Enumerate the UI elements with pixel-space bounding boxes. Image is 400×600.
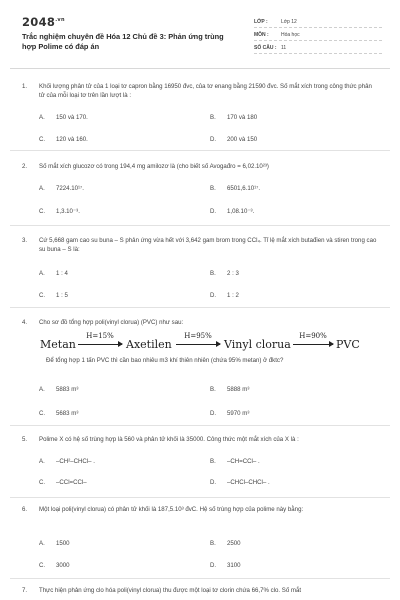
question-divider	[10, 150, 390, 151]
question-text: Khối lượng phân tử của 1 loại tơ capron bằng 16950 đvc, của tơ enang bằng 21590 đvc. Số mắt xích trong công thức phân tử của mỗi loại tơ trên lần lượt là :	[39, 83, 372, 99]
synthesis-scheme	[40, 328, 360, 358]
question-text: Thực hiện phản ứng clo hóa poli(vinyl clorua) thu được một loại tơ clorin chứa 66,7% clo. Số mắt	[39, 587, 302, 594]
page-title: Trắc nghiệm chuyên đề Hóa 12 Chủ đề 3: Phản ứng trùng hợp Polime có đáp án	[22, 32, 224, 51]
question-text: Polime X có hệ số trùng hợp là 560 và phân tử khối là 35000. Công thức một mắt xích của X là :	[39, 436, 299, 443]
meta-question-count: SỐ CÂU : 11	[254, 41, 382, 54]
header-divider	[10, 68, 390, 69]
chain-node-pvc: PVC	[336, 338, 360, 351]
chain-arrow-3: H=90%	[293, 332, 333, 346]
question-text: Số mắt xích glucozơ có trong 194,4 mg amilozơ là (cho biết số Avogađro = 6,02.10²³)	[39, 163, 269, 170]
question-divider	[10, 578, 390, 579]
chain-node-vinyl-clorua: Vinyl clorua	[224, 338, 291, 351]
question-text: Cứ 5,668 gam cao su buna – S phản ứng vừa hết với 3,642 gam brom trong CCl₄. Tỉ lệ mắt xích butađien và stiren trong cao su buna – S là:	[39, 237, 377, 253]
site-logo[interactable]: $2048^{.vn}$	[22, 15, 65, 29]
chain-arrow-1: H=15%	[78, 332, 122, 346]
question-7: 7. Thực hiện phản ứng clo hóa poli(vinyl clorua) thu được một loại tơ clorin chứa 66,7% clo. Số mắt	[22, 586, 378, 600]
question-divider	[10, 307, 390, 308]
question-4-note: Để tổng hợp 1 tấn PVC thì cần bao nhiêu m3 khí thiên nhiên (chứa 95% metan) ở đktc?	[46, 357, 284, 364]
chain-node-axetilen: Axetilen	[126, 338, 172, 351]
meta-class: LỚP : Lớp 12	[254, 15, 382, 28]
question-text: Cho sơ đồ tổng hợp poli(vinyl clorua) (PVC) như sau:	[39, 319, 184, 326]
chain-arrow-2: H=95%	[176, 332, 220, 346]
question-divider	[10, 425, 390, 426]
chain-node-metan: Metan	[40, 338, 76, 351]
meta-subject: MÔN : Hóa học	[254, 28, 382, 41]
question-divider	[10, 225, 390, 226]
question-text: Một loại poli(vinyl clorua) có phân tử khối là 187,5.10³ đvC. Hệ số trùng hợp của polime này bằng:	[39, 506, 304, 513]
worksheet-header	[22, 12, 382, 64]
question-divider	[10, 497, 390, 498]
